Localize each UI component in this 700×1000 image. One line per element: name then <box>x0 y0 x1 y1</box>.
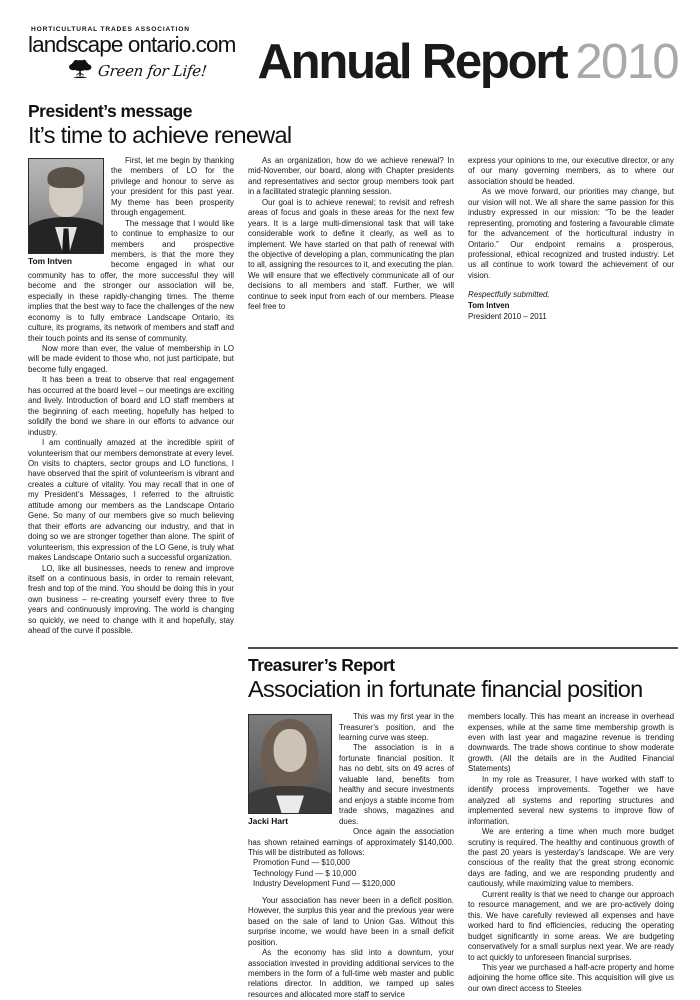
signoff-respectfully: Respectfully submitted, <box>468 290 550 300</box>
treasurers-report-title: Association in fortunate financial position <box>248 675 643 702</box>
treasurers-report-section <box>0 647 700 1000</box>
treasurer-column-3 <box>468 712 674 994</box>
treasurer-paragraph: Your association has never been in a deficit position. However, the surplus this year and the previous year were based on the sale of land to Union Gas. Without this surprise income, we would have been in a small deficit position. <box>248 895 454 947</box>
treasurers-report-columns <box>28 712 678 1000</box>
logo-tagline-row <box>68 58 243 85</box>
masthead <box>0 0 700 89</box>
president-paragraph: The message that I would like to continue to emphasize to our members and prospective members, is that the more they become engaged in what our community has to offer, the more successful they will become and the stronger our association will be, especially in these rapidly-changing times. The theme implies that the best way to face the challenges of the new economy is to fully embrace Landscape Ontario, its culture, its programs, its network of members and staff and their touch points and its sense of community. <box>28 218 234 343</box>
presidents-message-section <box>0 101 700 637</box>
president-paragraph: Now more than ever, the value of membership in LO will be made evident to those who, not just participate, but become fully engaged. <box>28 344 234 374</box>
report-title-year: 2010 <box>575 34 678 89</box>
fund-list-item: Industry Development Fund — $120,000 <box>253 879 396 889</box>
organization-logo <box>28 26 243 89</box>
signoff-name: Tom Intven <box>468 300 510 310</box>
president-paragraph: express your opinions to me, our executive director, or any of our many governing members, as to where our association should be headed. <box>468 155 674 186</box>
tom-intven-caption: Tom Intven <box>28 255 73 266</box>
president-paragraph: It has been a treat to observe that real engagement has occurred at the board level – our meetings are exciting and lively. Introduction of board and LO staff members at the beginning of each meeting, hopefully has helped to solidify the bond we share in our efforts to advance our industry. <box>28 375 234 437</box>
president-paragraph: As an organization, how do we achieve renewal? In mid-November, our board, along with Chapter presidents and representatives and sector group members took part in a facilitated strategic planning session. <box>248 155 454 197</box>
treasurer-paragraph: This year we purchased a half-acre property and home adjoining the home office site. This acquisition will give us our own direct access to Steeles <box>468 962 674 993</box>
tree-icon <box>68 58 94 85</box>
jacki-hart-caption: Jacki Hart <box>248 816 289 827</box>
president-column-1 <box>28 156 234 637</box>
treasurer-paragraph: In my role as Treasurer, I have worked with staff to identify process improvements. Together we have analyzed all systems and reporting structures and implemented several new systems to improve flow of information. <box>468 774 674 826</box>
president-paragraph: Our goal is to achieve renewal; to revisit and refresh areas of focus and goals in these areas for the next few years. It is a large multi-dimensional task that will take considerable work to define it clearly, as well as to implement. We have started on that path of renewal with the objective of developing a plan, communicating the plan to all, assigning the resources to it, and executing the plan. We will ensure that we effectively communicate all of our decisions to all members and staff. Further, we will continue to seek input from each of our members. Please feel free to <box>248 197 454 312</box>
logo-kicker: HORTICULTURAL TRADES ASSOCIATION <box>31 26 190 33</box>
treasurer-paragraph: We are entering a time when much more budget scrutiny is required. The healthy and continuous growth of the past 20 years is yesterday’s landscape. We are very conscious of the reality that the great strong economic days are fading, and we are responding prudently and cautiously, while maximizing value to members. <box>468 827 674 889</box>
signoff-role: President 2010 – 2011 <box>468 311 547 321</box>
presidents-message-title: It’s time to achieve renewal <box>28 121 292 148</box>
treasurer-paragraph: Current reality is that we need to change our approach to resource management, and we are pro-actively doing this. We have carefully reviewed all expenses and have worked hard to find efficiencies, reducing the operating budget significantly in some areas. We are budgeting conservatively for a small surplus next year. We are ready to act quickly to unforeseen financial surprises. <box>468 889 674 962</box>
treasurer-paragraph: members locally. This has meant an increase in overhead expenses, while at the same time membership growth is even with last year and magazine revenue is trending downwards. The trade shows continue to show moderate growth. (All the details are in the Audited Financial Statements) <box>468 712 674 774</box>
president-signoff <box>468 290 674 322</box>
treasurer-paragraph: The association is in a fortunate financial position. It has no debt, sits on 49 acres of valuable land, benefits from healthy and secure investments and enjoys a stable income from trade shows, magazines and dues. <box>339 743 454 826</box>
jacki-hart-photo <box>248 714 332 814</box>
treasurers-report-kicker: Treasurer’s Report <box>248 654 395 675</box>
treasurer-paragraph: Once again the association has shown retained earnings of approximately $140,000. This will be distributed as follows: <box>248 827 454 857</box>
report-title-main: Annual Report <box>257 34 567 89</box>
fund-list-item: Technology Fund — $ 10,000 <box>253 868 357 878</box>
president-paragraph: First, let me begin by thanking the members of LO for the privilege and honour to serve as your president for this past year. My theme has been prosperity through engagement. <box>111 155 234 218</box>
presidents-message-kicker: President’s message <box>28 100 192 121</box>
report-title <box>257 34 678 89</box>
fund-list-item: Promotion Fund — $10,000 <box>253 858 350 868</box>
treasurer-paragraph: As the economy has slid into a downturn, your association invested in providing additional services to the members in the form of a full-time web master and public relations director. In addition, we ramped up sales resources and allocated more staff to service <box>248 948 454 999</box>
president-column-3 <box>468 156 674 322</box>
treasurer-column-2 <box>248 712 454 1000</box>
president-paragraph: I am continually amazed at the incredible spirit of volunteerism that our members demonstrate at every level. On visits to chapters, sector groups and LO functions, I have observed that the spirit of volunteerism is vibrant and creates a culture of vitality. You may recall that in one of my President’s Messages, I referred to the altruistic attitude among our members as the Landscape Ontario Gene. So many of our members give so much believing that their efforts are advancing our industry, and that in doing so we are stronger together than alone. The spirit of volunteerism, this expression of the LO Gene, is truly what makes Landscape Ontario such a successful organization. <box>28 438 234 563</box>
logo-wordmark: landscape ontario.com <box>28 32 236 57</box>
president-paragraph: LO, like all businesses, needs to renew and improve itself on a continuous basis, in order to remain relevant, fresh and top of the mind. You should be doing this in your own business – re-creating yourself every three to five years and continuously improving. The world is changing so quickly, we need to change with it and hopefully, stay ahead of the curve if possible. <box>28 563 234 636</box>
jacki-hart-photo-block <box>248 714 332 826</box>
tom-intven-photo <box>28 158 104 254</box>
president-paragraph: As we move forward, our priorities may change, but our vision will not. We all share the same passion for this industry expressed in our mission: “To be the leader representing, promoting and fostering a favourable climate for the advancement of the horticultural industry in Ontario.” Our endpoint remains a prosperous, professional, ethical recognized and trusted industry. Let us all continue to work toward the achievement of our vision. <box>468 187 674 280</box>
tom-intven-photo-block <box>28 158 104 266</box>
treasurer-paragraph: This was my first year in the Treasurer’s position, and the learning curve was steep. <box>339 712 454 742</box>
section-divider-rule <box>248 647 678 649</box>
presidents-message-columns <box>28 156 678 637</box>
president-column-2 <box>248 156 454 313</box>
logo-tagline: Green for Life! <box>97 62 208 80</box>
